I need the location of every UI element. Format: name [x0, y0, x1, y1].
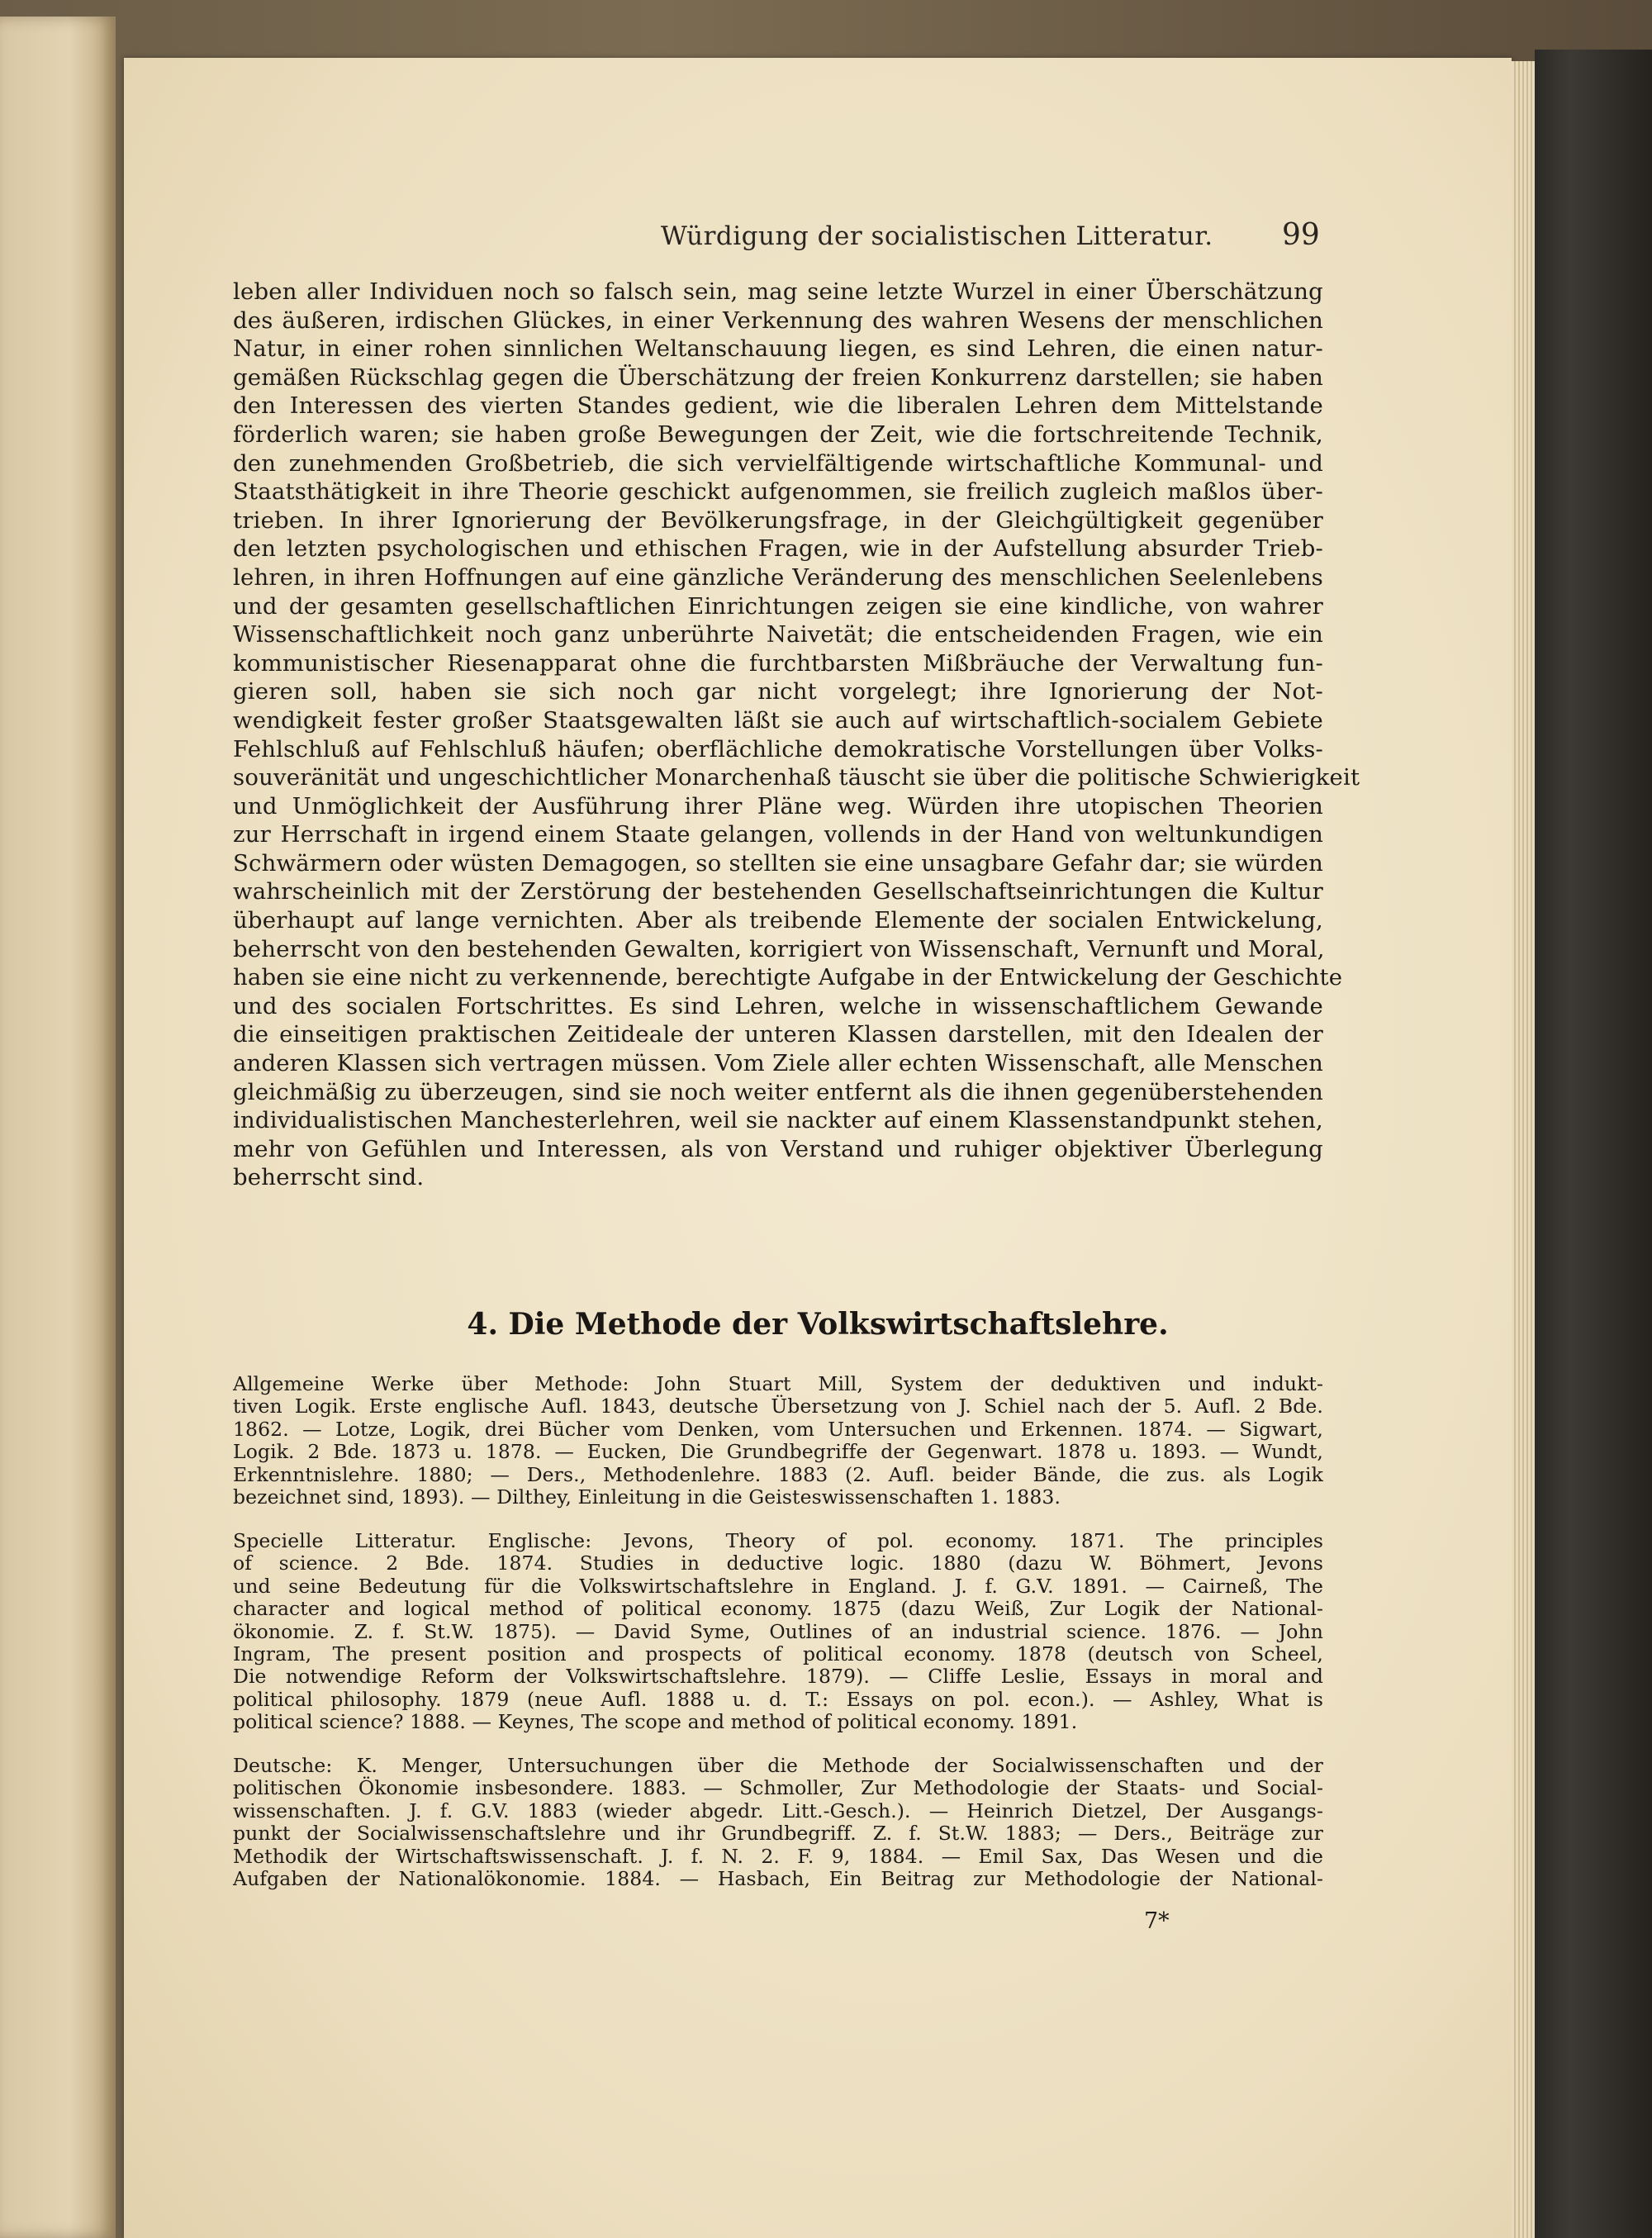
body-line: und der gesamten gesellschaftlichen Einrichtungen zeigen sie eine kindliche, von wahrer [233, 592, 1323, 620]
body-line: Wissenschaftlichkeit noch ganz unberührte Naivetät; die entscheidenden Fragen, wie ein [233, 621, 1323, 649]
body-line: Staatsthätigkeit in ihre Theorie geschickt aufgenommen, sie freilich zugleich maßlos über- [233, 478, 1323, 506]
literature-line: politischen Ökonomie insbesondere. 1883. — Schmoller, Zur Methodologie der Staats- und Social- [233, 1776, 1323, 1800]
literature-line: punkt der Socialwissenschaftslehre und ihr Grundbegriff. Z. f. St.W. 1883; — Ders., Beiträge zur [233, 1822, 1323, 1846]
body-line: förderlich waren; sie haben große Bewegungen der Zeit, wie die fortschreitende Technik, [233, 421, 1323, 448]
body-line: trieben. In ihrer Ignorierung der Bevölkerungsfrage, in der Gleichgültigkeit gegenüber [233, 506, 1323, 534]
body-line: souveränität und ungeschichtlicher Monarchenhaß täuscht sie über die politische Schwierigkeit [233, 764, 1360, 791]
body-line: kommunistischer Riesenapparat ohne die furchtbarsten Mißbräuche der Verwaltung fun- [233, 649, 1323, 677]
literature-line: Deutsche: K. Menger, Untersuchungen über die Methode der Socialwissenschaften und der [233, 1754, 1323, 1777]
body-line: gleichmäßig zu überzeugen, sind sie noch weiter entfernt als die ihnen gegenüberstehenden [233, 1078, 1323, 1105]
literature-general [233, 1373, 1323, 1509]
literature-line: Erkenntnislehre. 1880; — Ders., Methodenlehre. 1883 (2. Aufl. beider Bände, die zus. als Logik [233, 1462, 1323, 1486]
literature-line: Allgemeine Werke über Methode: John Stuart Mill, System der deduktiven und indukt- [233, 1372, 1323, 1395]
body-line: den letzten psychologischen und ethischen Fragen, wie in der Aufstellung absurder Trieb- [233, 535, 1323, 563]
literature-special [233, 1530, 1323, 1734]
body-line: und des socialen Fortschrittes. Es sind Lehren, welche in wissenschaftlichem Gewande [233, 992, 1323, 1019]
literature-german [233, 1755, 1323, 1890]
body-line: leben aller Individuen noch so falsch sein, mag seine letzte Wurzel in einer Überschätzung [233, 278, 1323, 305]
running-head [124, 218, 1512, 254]
literature-line: Methodik der Wirtschaftswissenschaft. J. f. N. 2. F. 9, 1884. — Emil Sax, Das Wesen und die [233, 1844, 1323, 1868]
page-number: 99 [1282, 218, 1320, 252]
body-line: Fehlschluß auf Fehlschluß häufen; oberflächliche demokratische Vorstellungen über Volks- [233, 735, 1323, 763]
literature-line: character and logical method of political economy. 1875 (dazu Weiß, Zur Logik der National- [233, 1597, 1323, 1621]
body-line: Natur, in einer rohen sinnlichen Weltanschauung liegen, es sind Lehren, die einen natur- [233, 335, 1323, 363]
page-block-edges [1512, 61, 1535, 2238]
body-line: den zunehmenden Großbetrieb, die sich vervielfältigende wirtschaftliche Kommunal- und [233, 449, 1323, 477]
literature-line: Die notwendige Reform der Volkswirtschaftslehre. 1879). — Cliffe Leslie, Essays in moral and [233, 1665, 1323, 1689]
literature-line: tiven Logik. Erste englische Aufl. 1843, deutsche Übersetzung von J. Schiel nach der 5. Aufl. 2 Bde. [233, 1395, 1323, 1418]
literature-line: political science? 1888. — Keynes, The scope and method of political economy. 1891. [233, 1710, 1078, 1734]
literature-line: Logik. 2 Bde. 1873 u. 1878. — Eucken, Die Grundbegriffe der Gegenwart. 1878 u. 1893. — Wundt, [233, 1440, 1323, 1464]
previous-page-edge [0, 17, 116, 2238]
literature-line: Aufgaben der Nationalökonomie. 1884. — Hasbach, Ein Beitrag zur Methodologie der National- [233, 1867, 1323, 1891]
body-line: beherrscht von den bestehenden Gewalten, korrigiert von Wissenschaft, Vernunft und Moral, [233, 935, 1325, 962]
body-line: und Unmöglichkeit der Ausführung ihrer Pläne weg. Würden ihre utopischen Theorien [233, 792, 1323, 820]
body-line: Schwärmern oder wüsten Demagogen, so stellten sie eine unsagbare Gefahr dar; sie würden [233, 849, 1323, 877]
literature-line: political philosophy. 1879 (neue Aufl. 1888 u. d. T.: Essays on pol. econ.). — Ashley, What is [233, 1687, 1323, 1711]
body-line: wendigkeit fester großer Staatsgewalten läßt sie auch auf wirtschaftlich-socialem Gebiete [233, 706, 1323, 734]
body-line: anderen Klassen sich vertragen müssen. Vom Ziele aller echten Wissenschaft, alle Menschen [233, 1050, 1323, 1077]
literature-line: wissenschaften. J. f. G.V. 1883 (wieder abgedr. Litt.-Gesch.). — Heinrich Dietzel, Der Ausgangs- [233, 1798, 1323, 1822]
body-line: zur Herrschaft in irgend einem Staate gelangen, vollends in der Hand von weltunkundigen [233, 821, 1323, 848]
literature-line: bezeichnet sind, 1893). — Dilthey, Einleitung in die Geisteswissenschaften 1. 1883. [233, 1485, 1061, 1509]
literature-line: Specielle Litteratur. Englische: Jevons, Theory of pol. economy. 1871. The principles [233, 1529, 1323, 1552]
section-heading: 4. Die Methode der Volkswirtschaftslehre. [467, 1307, 1169, 1342]
running-title: Würdigung der socialistischen Litteratur. [661, 221, 1213, 251]
literature-line: und seine Bedeutung für die Volkswirtschaftslehre in England. J. f. G.V. 1891. — Cairneß, The [233, 1574, 1323, 1598]
signature-mark: 7* [1144, 1908, 1170, 1934]
literature-line: Ingram, The present position and prospects of political economy. 1878 (deutsch von Scheel, [233, 1642, 1323, 1666]
literature-line: 1862. — Lotze, Logik, drei Bücher vom Denken, vom Untersuchen und Erkennen. 1874. — Sigwart, [233, 1417, 1323, 1441]
body-line: des äußeren, irdischen Glückes, in einer Verkennung des wahren Wesens der menschlichen [233, 306, 1323, 334]
literature-line: ökonomie. Z. f. St.W. 1875). — David Syme, Outlines of an industrial science. 1876. — John [233, 1619, 1323, 1643]
body-line: gemäßen Rückschlag gegen die Überschätzung der freien Konkurrenz darstellen; sie haben [233, 363, 1323, 391]
body-line: wahrscheinlich mit der Zerstörung der bestehenden Gesellschaftseinrichtungen die Kultur [233, 878, 1323, 905]
body-line: überhaupt auf lange vernichten. Aber als treibende Elemente der socialen Entwickelung, [233, 907, 1323, 934]
body-line: haben sie eine nicht zu verkennende, berechtigte Aufgabe in der Entwickelung der Geschichte [233, 964, 1343, 991]
body-line: den Interessen des vierten Standes gedient, wie die liberalen Lehren dem Mittelstande [233, 392, 1323, 420]
body-line: die einseitigen praktischen Zeitideale der unteren Klassen darstellen, mit den Idealen der [233, 1021, 1323, 1048]
body-line: lehren, in ihren Hoffnungen auf eine gänzliche Veränderung des menschlichen Seelenlebens [233, 563, 1323, 591]
body-line: mehr von Gefühlen und Interessen, als von Verstand und ruhiger objektiver Überlegung [233, 1135, 1323, 1162]
body-text [233, 278, 1360, 1192]
book-cover-spine [1535, 50, 1652, 2238]
literature-line: of science. 2 Bde. 1874. Studies in deductive logic. 1880 (dazu W. Böhmert, Jevons [233, 1551, 1323, 1575]
body-line: beherrscht sind. [233, 1164, 425, 1191]
body-line: gieren soll, haben sie sich noch gar nicht vorgelegt; ihre Ignorierung der Not- [233, 678, 1323, 706]
body-line: individualistischen Manchesterlehren, weil sie nackter auf einem Klassenstandpunkt stehen, [233, 1107, 1323, 1134]
